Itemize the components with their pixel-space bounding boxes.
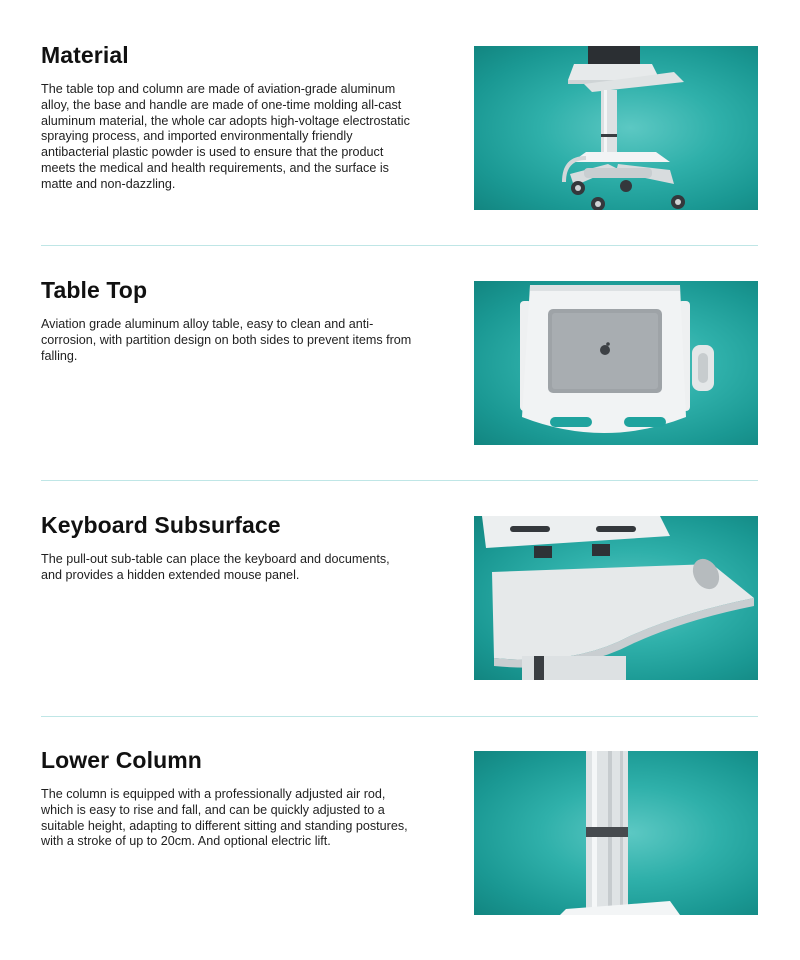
medical-cart-illustration — [474, 46, 758, 210]
section-body: The column is equipped with a professionally adjusted air rod, which is easy to rise and fall, and can be quickly adjusted to a suitable height, adapting to different sitting and standing postures, with a stroke of up to 20cm. And optional electric lift. — [41, 787, 408, 849]
product-image-keyboard-shelf — [474, 516, 758, 680]
product-image-medical-cart — [474, 46, 758, 210]
section-keyboard-subsurface — [0, 470, 800, 705]
table-top-illustration — [474, 281, 758, 445]
section-table-top — [0, 235, 800, 470]
section-title: Material — [41, 42, 129, 68]
section-lower-column — [0, 705, 800, 940]
section-body: The pull-out sub-table can place the keyboard and documents, and provides a hidden extended mouse panel. — [41, 552, 390, 582]
section-title: Keyboard Subsurface — [41, 512, 281, 538]
section-body: Aviation grade aluminum alloy table, easy to clean and anti-corrosion, with partition design on both sides to prevent items from falling. — [41, 317, 412, 363]
section-title: Table Top — [41, 277, 148, 303]
product-image-lower-column — [474, 751, 758, 915]
product-image-table-top — [474, 281, 758, 445]
lower-column-illustration — [474, 751, 758, 915]
keyboard-shelf-illustration — [474, 516, 758, 680]
section-body: The table top and column are made of aviation-grade aluminum alloy, the base and handle are made of one-time molding all-cast aluminum material, the whole car adopts high-voltage electrostatic spraying process, and imported environmentally friendly antibacterial plastic powder is used to ensure that the product meets the medical and health requirements, and the surface is matte and non-dazzling. — [41, 82, 410, 191]
section-material — [0, 0, 800, 235]
section-title: Lower Column — [41, 747, 202, 773]
